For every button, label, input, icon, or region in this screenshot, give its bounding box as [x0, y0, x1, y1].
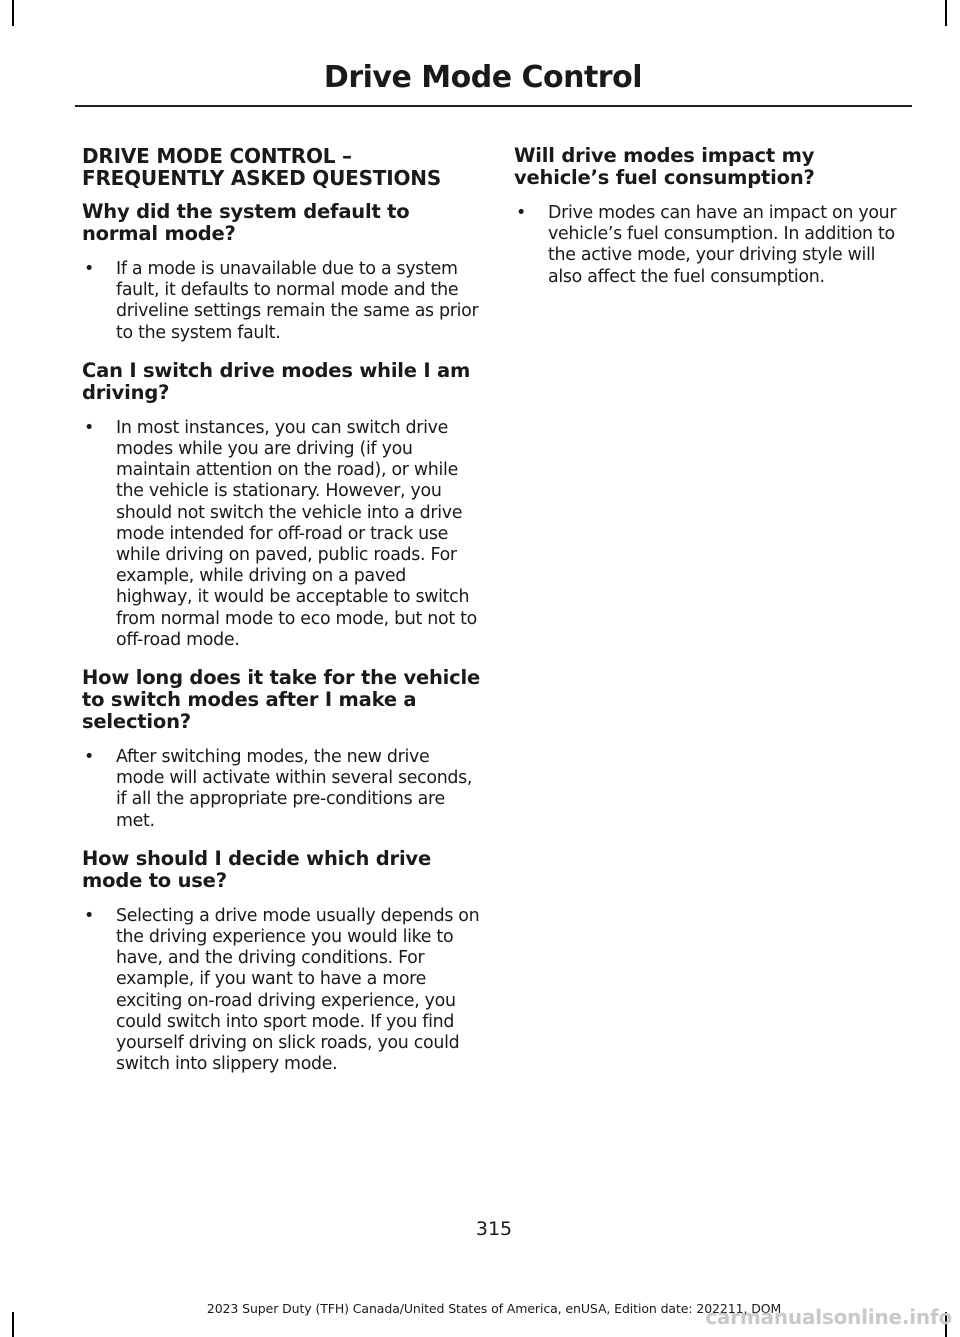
crop-mark-top-right-v [945, 0, 947, 26]
right-column [514, 145, 914, 304]
faq-question: How long does it take for the vehicle to switch modes after I make a selection? [82, 666, 481, 734]
faq-answer-list [82, 418, 482, 651]
faq-answer-text: After switching modes, the new drive mode will activate within several seconds, if all the appropriate pre-conditions are met. [116, 747, 473, 831]
faq-answer [82, 259, 482, 344]
faq-answer-text: In most instances, you can switch drive modes while you are driving (if you maintain attention on the road), or while the vehicle is stationary. However, you should not switch the vehicle into a drive mode intended for off-road or track use while driving on paved, public roads. For example, while driving on a paved highway, it would be acceptable to switch from normal mode to eco mode, but not to off-road mode. [116, 417, 477, 650]
faq-answer-text: Selecting a drive mode usually depends on the driving experience you would like to have, and the driving conditions. For example, if you want to have a more exciting on-road driving experience, you could switch into sport mode. If you find yourself driving on slick roads, you could switch into slippery mode. [116, 905, 480, 1075]
page-number: 315 [475, 1218, 513, 1240]
faq-question: Why did the system default to normal mode? [82, 200, 410, 245]
crop-mark-top-left-v [12, 0, 14, 26]
watermark: carmanualsonline.info [705, 1305, 952, 1329]
page-title: Drive Mode Control [323, 60, 642, 95]
faq-answer [82, 418, 482, 651]
bullet-icon: • [84, 417, 94, 438]
faq-answer-list [514, 203, 914, 288]
bullet-icon: • [84, 747, 94, 768]
bullet-icon: • [84, 259, 94, 279]
left-column [82, 145, 482, 1091]
faq-answer-list [82, 747, 482, 832]
header-divider [75, 105, 912, 107]
bullet-icon: • [84, 905, 94, 926]
faq-question: Will drive modes impact my vehicle’s fuel consumption? [514, 144, 815, 189]
faq-answer-text: If a mode is unavailable due to a system fault, it defaults to normal mode and the driveline settings remain the same as prior to the system fault. [116, 259, 479, 343]
faq-answer-list [82, 906, 482, 1076]
faq-question: Can I switch drive modes while I am driving? [82, 358, 471, 404]
faq-answer [82, 906, 482, 1076]
faq-answer [82, 747, 482, 832]
faq-answer-text: Drive modes can have an impact on your vehicle’s fuel consumption. In addition to the active mode, your driving style will also affect the fuel consumption. [548, 203, 897, 287]
bullet-icon: • [516, 203, 526, 223]
faq-answer-list [82, 259, 482, 344]
section-title: DRIVE MODE CONTROL – FREQUENTLY ASKED QUESTIONS [82, 144, 442, 190]
edition-footer: 2023 Super Duty (TFH) Canada/United States of America, enUSA, Edition date: 202211, DOM [206, 1301, 782, 1316]
faq-question: How should I decide which drive mode to use? [82, 846, 431, 892]
faq-answer [514, 203, 914, 288]
